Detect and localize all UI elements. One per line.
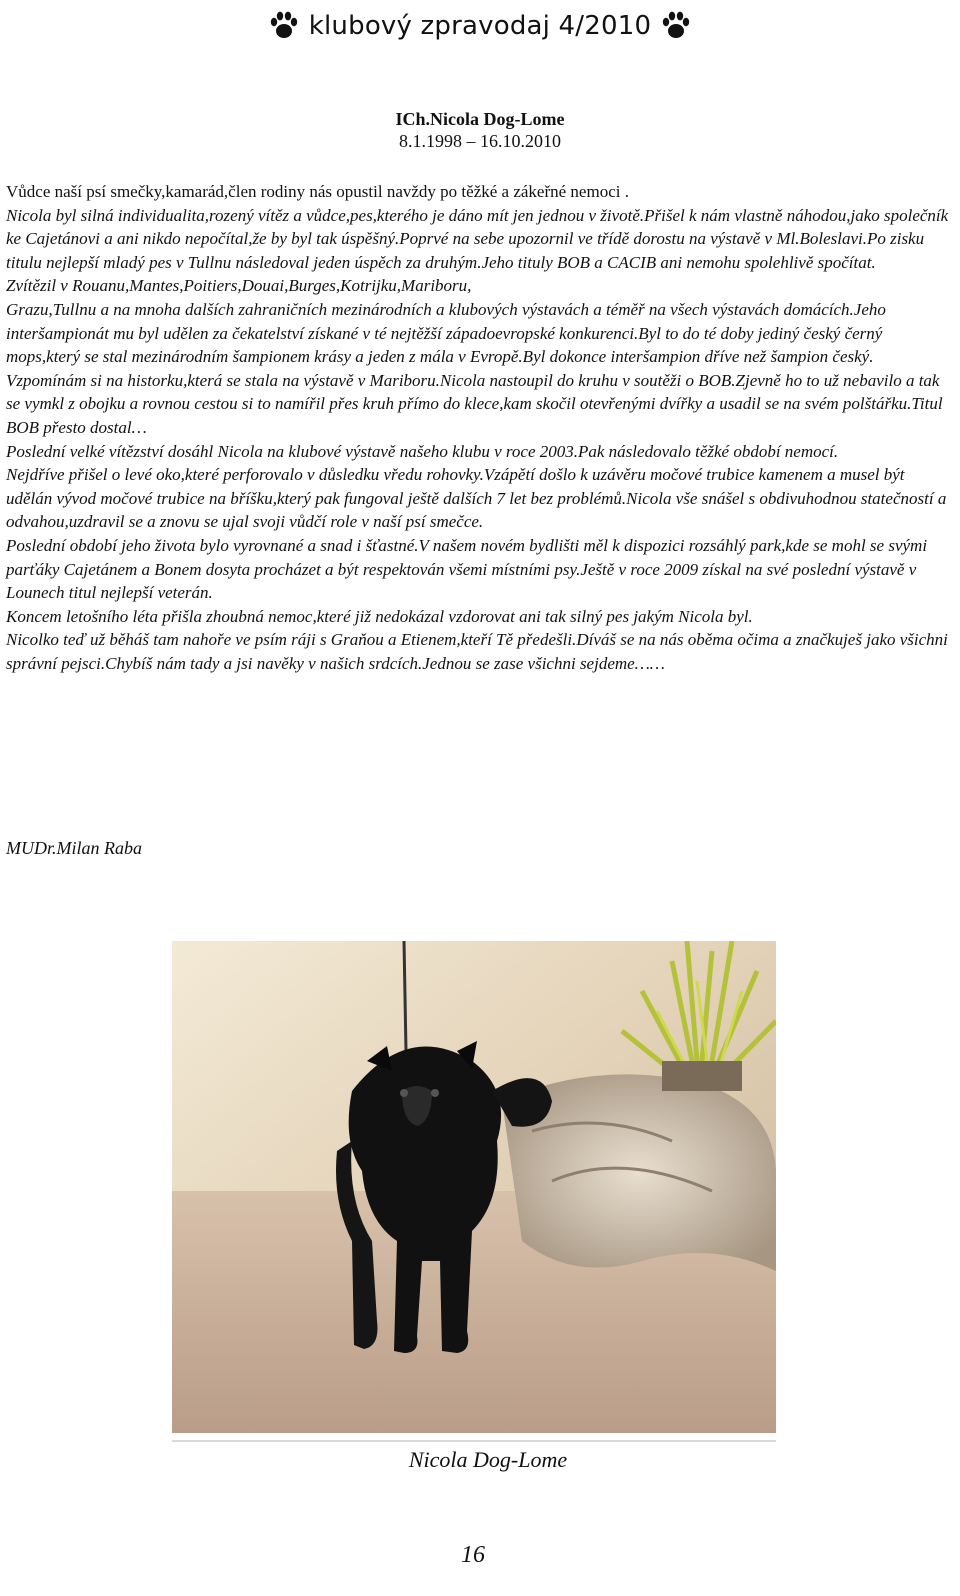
article-paragraph: Vůdce naší psí smečky,kamarád,člen rodiny nás opustil navždy po těžké a zákeřné nemoci . bbox=[6, 182, 629, 201]
article-title: ICh.Nicola Dog-Lome bbox=[395, 109, 565, 129]
article-body bbox=[6, 180, 951, 675]
article-paragraph: Poslední velké vítězství dosáhl Nicola na klubové výstavě našeho klubu v roce 2003.Pak následovalo těžké období nemocí. bbox=[6, 441, 839, 461]
black-pug-photo bbox=[172, 941, 776, 1433]
article-paragraph: Nejdříve přišel o levé oko,které perforovalo v důsledku vředu rohovky.Vzápětí došlo k uzávěru močové trubice kamenem a musel být udělán vývod močové trubice na bříšku,který pak fungoval ještě dalších 7 let bez problémů.Nicola vše snášel s obdivuhodnou statečností a odvahou,uzdravil se a znovu se ujal svoji vůdčí role v naší psí smečce. bbox=[6, 465, 947, 532]
article-paragraph: Nicolko teď už běháš tam nahoře ve psím ráji s Graňou a Etienem,kteří Tě předešli.Díváš se na nás oběma očima a značkuješ jako všichni správní pejsci.Chybíš nám tady a jsi navěky v našich srdcích.Jednou se zase všichni sejdeme…… bbox=[6, 630, 948, 673]
article-paragraph: Koncem letošního léta přišla zhoubná nemoc,které již nedokázal vzdorovat ani tak silný pes jakým Nicola byl. bbox=[6, 606, 753, 626]
newsletter-title: klubový zpravodaj 4/2010 bbox=[308, 11, 652, 41]
article-heading bbox=[0, 108, 960, 152]
article-paragraph: Poslední období jeho života bylo vyrovnané a snad i šťastné.V našem novém bydlišti měl k dispozici rozsáhlý park,kde se mohl se svými parťáky Cajetánem a Bonem dosyta procházet a být respektován všemi místními psy.Ještě v roce 2009 získal na své poslední výstavě v Lounech titul nejlepší veterán. bbox=[6, 535, 928, 603]
photo-divider bbox=[172, 1440, 776, 1442]
article-dates: 8.1.1998 – 16.10.2010 bbox=[399, 131, 561, 151]
article-paragraph: Nicola byl silná individualita,rozený vítěz a vůdce,pes,kterého je dáno mít jen jednou v životě.Přišel k nám vlastně náhodou,jako společník ke Cajetánovi a ani nikdo nepočítal,že by byl tak úspěšný.Poprvé na sebe upozornil ve třídě dorostu na výstavě v Ml.Boleslavi.Po zisku titulu nejlepší mladý pes v Tullnu následoval jeden úspěch za druhým.Jeho tituly BOB a CACIB ani nemohu spolehlivě spočítat. bbox=[6, 205, 949, 272]
article-paragraph: Zvítězil v Rouanu,Mantes,Poitiers,Douai,Burges,Kotrijku,Mariboru, bbox=[6, 276, 472, 296]
author-signature: MUDr.Milan Raba bbox=[6, 838, 142, 858]
article-paragraph: Vzpomínám si na historku,která se stala na výstavě v Mariboru.Nicola nastoupil do kruhu v soutěži o BOB.Zjevně ho to už nebavilo a tak se vymkl z obojku a rovnou cestou si to namířil přes kruh přímo do klece,kam skočil otevřenými dvířky a usadil se na svém polštářku.Titul BOB přesto dostal… bbox=[6, 370, 943, 437]
newsletter-header bbox=[0, 4, 960, 48]
page-number: 16 bbox=[461, 1542, 485, 1568]
photo-caption: Nicola Dog-Lome bbox=[408, 1447, 568, 1472]
paw-icon bbox=[661, 11, 691, 41]
article-paragraph: Grazu,Tullnu a na mnoha dalších zahraničních mezinárodních a klubových výstavách a téměř na všech výstavách domácích.Jeho interšampionát mu byl udělen za čekatelství získané v té nejtěžší západoevropské konkurenci.Byl to do té doby jediný český černý mops,který se stal mezinárodním šampionem krásy a jeden z mála v Evropě.Byl dokonce interšampion dříve než šampion český. bbox=[6, 299, 886, 367]
paw-icon bbox=[269, 11, 299, 41]
